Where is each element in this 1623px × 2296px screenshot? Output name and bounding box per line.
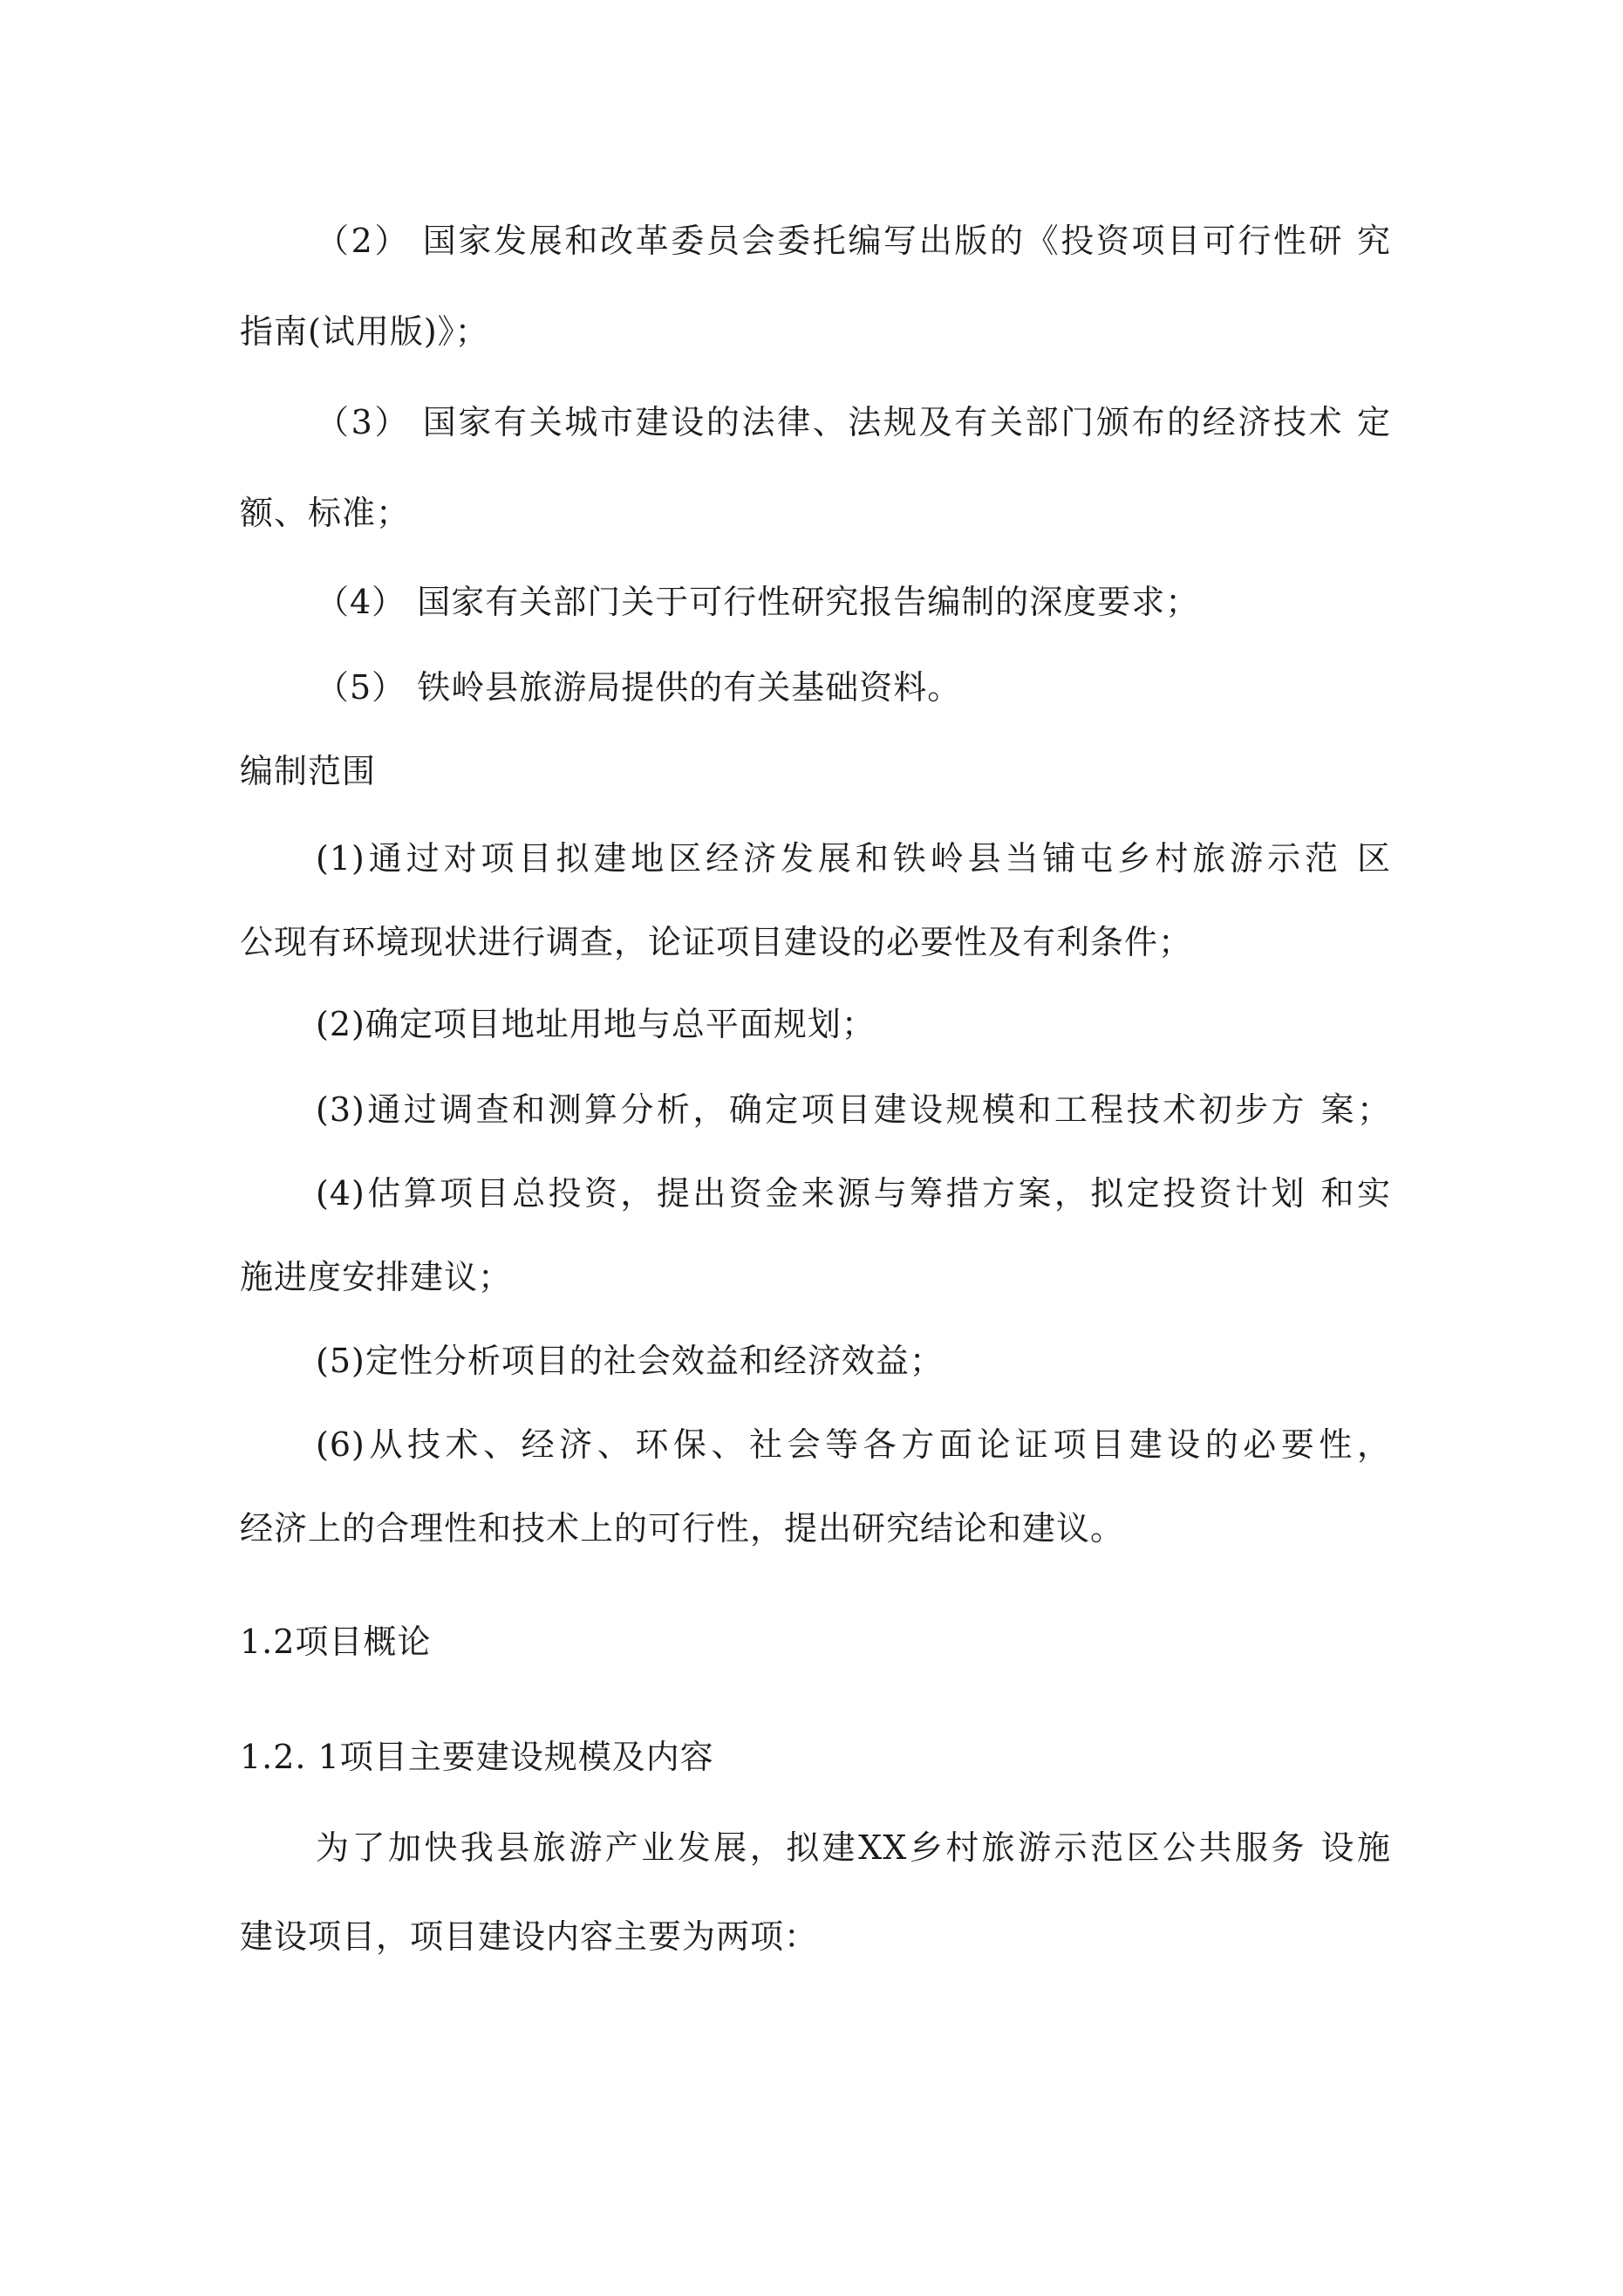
basis-item-2-line-2: 指南(试用版)》；	[240, 312, 489, 351]
scope-item-6-line-2: 经济上的合理性和技术上的可行性，提出研究结论和建议。	[240, 1509, 1125, 1548]
section-heading-1-2-1: 1.2. 1项目主要建设规模及内容	[240, 1738, 714, 1776]
scope-item-5: (5)定性分析项目的社会效益和经济效益；	[316, 1342, 944, 1380]
scope-item-4-line-2: 施进度安排建议；	[240, 1258, 513, 1296]
scope-item-6-line-1: (6)从技术、经济、环保、社会等各方面论证项目建设的必要性，	[316, 1425, 1391, 1464]
basis-item-4: （4） 国家有关部门关于可行性研究报告编制的深度要求；	[316, 583, 1200, 621]
basis-item-5: （5） 铁岭县旅游局提供的有关基础资料。	[316, 668, 962, 707]
basis-item-2-line-1: （2） 国家发展和改革委员会委托编写出版的《投资项目可行性研 究	[316, 222, 1391, 260]
basis-item-3-line-1: （3） 国家有关城市建设的法律、法规及有关部门颁布的经济技术 定	[316, 403, 1391, 441]
scope-item-1-line-1: (1)通过对项目拟建地区经济发展和铁岭县当铺屯乡村旅游示范 区	[316, 839, 1391, 878]
section-heading-1-2: 1.2项目概论	[240, 1623, 432, 1661]
scope-item-4-line-1: (4)估算项目总投资，提出资金来源与筹措方案，拟定投资计划 和实	[316, 1174, 1391, 1213]
content-paragraph-line-1: 为了加快我县旅游产业发展，拟建XX乡村旅游示范区公共服务 设施	[316, 1828, 1392, 1867]
scope-item-3: (3)通过调查和测算分析，确定项目建设规模和工程技术初步方 案；	[316, 1090, 1391, 1129]
scope-item-2: (2)确定项目地址用地与总平面规划；	[316, 1005, 876, 1043]
basis-item-3-line-2: 额、标准；	[240, 494, 411, 532]
content-paragraph-line-2: 建设项目，项目建设内容主要为两项：	[240, 1917, 819, 1956]
scope-item-1-line-2: 公现有环境现状进行调查，论证项目建设的必要性及有利条件；	[240, 923, 1193, 961]
section-heading-scope: 编制范围	[240, 752, 377, 790]
